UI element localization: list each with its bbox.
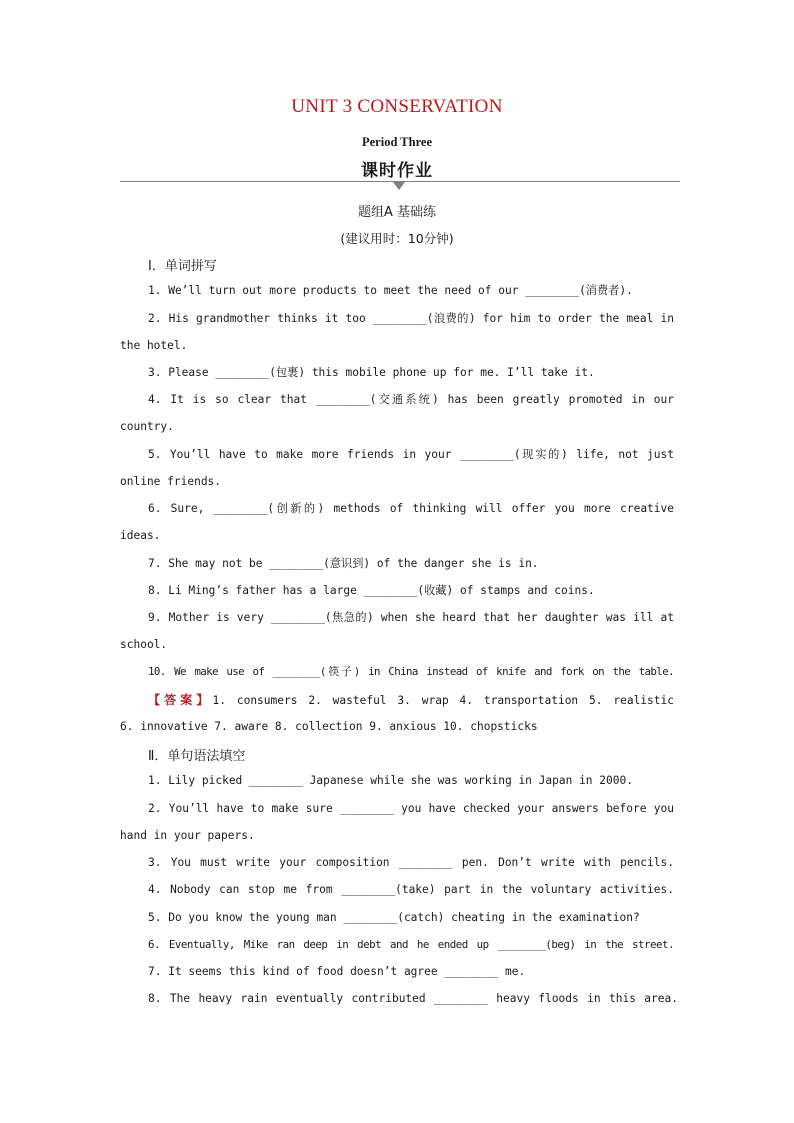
- s1-line: 8. Li Ming’s father has a large ________(收藏) of stamps and coins.: [148, 584, 595, 597]
- s1-line: school.: [120, 638, 168, 651]
- s2-line: 1. Lily picked ________ Japanese while she was working in Japan in 2000.: [148, 774, 633, 787]
- s1-line: 7. She may not be ________(意识到) of the danger she is in.: [148, 557, 539, 570]
- answer-line-2: 6. innovative 7. aware 8. collection 9. anxious 10. chopsticks: [120, 720, 538, 733]
- s1-line: 2. His grandmother thinks it too ________(浪费的) for him to order the meal in: [148, 312, 674, 325]
- s1-line: online friends.: [120, 475, 222, 488]
- answer-line: [148, 692, 674, 709]
- s1-line: 1. We’ll turn out more products to meet the need of our ________(消费者).: [148, 284, 633, 297]
- s1-line: 10. We make use of ________(筷子) in China instead of knife and fork on the table.: [148, 665, 674, 678]
- s1-line: country.: [120, 420, 174, 433]
- answer-label: 【答案】: [148, 693, 213, 707]
- s2-line: 7. It seems this kind of food doesn’t agree ________ me.: [148, 965, 526, 978]
- period-label: Period Three: [361, 135, 432, 149]
- s1-line: 6. Sure, ________(创新的) methods of thinking will offer you more creative: [148, 502, 674, 515]
- section-1-title: Ⅰ．单词拼写: [148, 259, 217, 274]
- answer-text: 1. consumers 2. wasteful 3. wrap 4. transportation 5. realistic: [212, 694, 674, 707]
- s1-line: the hotel.: [120, 339, 188, 352]
- unit-title: UNIT 3 CONSERVATION: [291, 96, 503, 117]
- s1-line: 4. It is so clear that ________(交通系统) has been greatly promoted in our: [148, 393, 674, 406]
- triangle-down-icon: [393, 182, 405, 190]
- s2-line: 3. You must write your composition ________ pen. Don’t write with pencils.: [148, 856, 674, 869]
- s2-line: 5. Do you know the young man ________(catch) cheating in the examination?: [148, 911, 640, 924]
- section-2-title: Ⅱ．单句语法填空: [148, 749, 246, 764]
- s1-line: 5. You’ll have to make more friends in your ________(现实的) life, not just: [148, 448, 674, 461]
- group-title: 题组A 基础练: [357, 205, 437, 220]
- s1-line: 3. Please ________(包裹) this mobile phone up for me. I’ll take it.: [148, 366, 595, 379]
- s1-line: ideas.: [120, 529, 161, 542]
- s2-line: 2. You’ll have to make sure ________ you have checked your answers before you: [148, 802, 674, 815]
- s2-line: hand in your papers.: [120, 829, 255, 842]
- homework-heading: 课时作业: [361, 161, 433, 181]
- s2-line: 4. Nobody can stop me from ________(take) part in the voluntary activities.: [148, 883, 674, 896]
- s2-line: 6. Eventually, Mike ran deep in debt and he ended up ________(beg) in the street.: [148, 938, 674, 951]
- s1-line: 9. Mother is very ________(焦急的) when she heard that her daughter was ill at: [148, 611, 674, 624]
- s2-line: 8. The heavy rain eventually contributed ________ heavy floods in this area.: [148, 992, 678, 1005]
- suggested-time: (建议用时：10分钟): [340, 231, 454, 246]
